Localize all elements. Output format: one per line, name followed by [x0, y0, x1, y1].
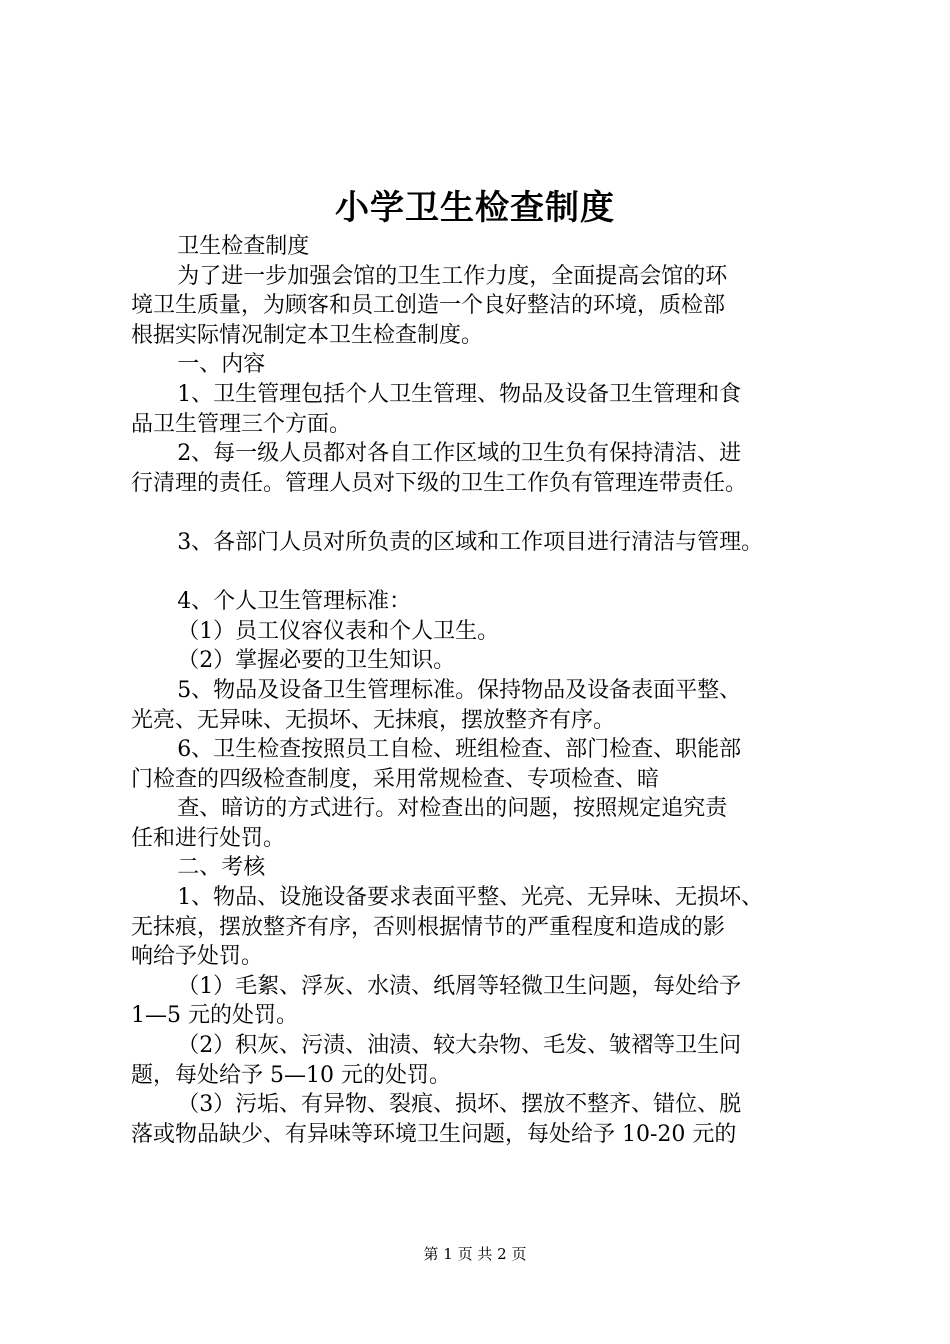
document-title: 小学卫生检查制度 — [335, 188, 615, 228]
text-line: 光亮、无异味、无损坏、无抹痕，摆放整齐有序。 — [131, 707, 616, 733]
text-line: 1—5 元的处罚。 — [131, 1003, 298, 1029]
paragraph-gap — [131, 558, 835, 588]
text-line: 境卫生质量，为顾客和员工创造一个良好整洁的环境，质检部 — [131, 293, 726, 319]
text-line: 响给予处罚。 — [131, 944, 264, 970]
text-line: 卫生检查制度 — [177, 234, 310, 259]
text-line: 2、每一级人员都对各自工作区域的卫生负有保持清洁、进 — [177, 441, 742, 467]
text-line: （2）积灰、污渍、油渍、较大杂物、毛发、皱褶等卫生问 — [177, 1033, 742, 1059]
text-line: 查、暗访的方式进行。对检查出的问题，按照规定追究责 — [177, 796, 728, 822]
text-line: 门检查的四级检查制度，采用常规检查、专项检查、暗 — [131, 766, 660, 792]
text-line: 3、各部门人员对所负责的区域和工作项目进行清洁与管理。 — [177, 529, 764, 555]
text-line: 1、卫生管理包括个人卫生管理、物品及设备卫生管理和食 — [177, 381, 742, 407]
text-line: （1）毛絮、浮灰、水渍、纸屑等轻微卫生问题，每处给予 — [177, 973, 742, 999]
text-line: 无抹痕，摆放整齐有序，否则根据情节的严重程度和造成的影 — [131, 914, 726, 940]
text-line: 品卫生管理三个方面。 — [131, 411, 352, 437]
text-line: 1、物品、设施设备要求表面平整、光亮、无异味、无损坏、 — [177, 885, 764, 911]
paragraph-gap — [131, 498, 835, 528]
text-line: 二、考核 — [177, 855, 266, 881]
text-line: 根据实际情况制定本卫生检查制度。 — [131, 322, 484, 348]
text-line: （3）污垢、有异物、裂痕、损坏、摆放不整齐、错位、脱 — [177, 1092, 742, 1118]
text-line: 落或物品缺少、有异味等环境卫生问题，每处给予 10-20 元的 — [131, 1121, 737, 1147]
text-line: 5、物品及设备卫生管理标准。保持物品及设备表面平整、 — [177, 677, 742, 703]
document-body — [131, 232, 835, 1149]
text-line: 题，每处给予 5—10 元的处罚。 — [131, 1062, 451, 1088]
text-line: （1）员工仪容仪表和个人卫生。 — [177, 618, 500, 644]
text-line: （2）掌握必要的卫生知识。 — [177, 648, 456, 674]
page-footer: 第 1 页 共 2 页 — [423, 1245, 527, 1263]
text-line: 任和进行处罚。 — [131, 825, 286, 851]
text-line: 行清理的责任。管理人员对下级的卫生工作负有管理连带责任。 — [131, 470, 748, 496]
text-line: 一、内容 — [177, 352, 266, 378]
text-line: 6、卫生检查按照员工自检、班组检查、部门检查、职能部 — [177, 737, 742, 763]
text-line: 4、个人卫生管理标准： — [177, 589, 412, 615]
text-line: 为了进一步加强会馆的卫生工作力度，全面提高会馆的环 — [177, 263, 728, 289]
